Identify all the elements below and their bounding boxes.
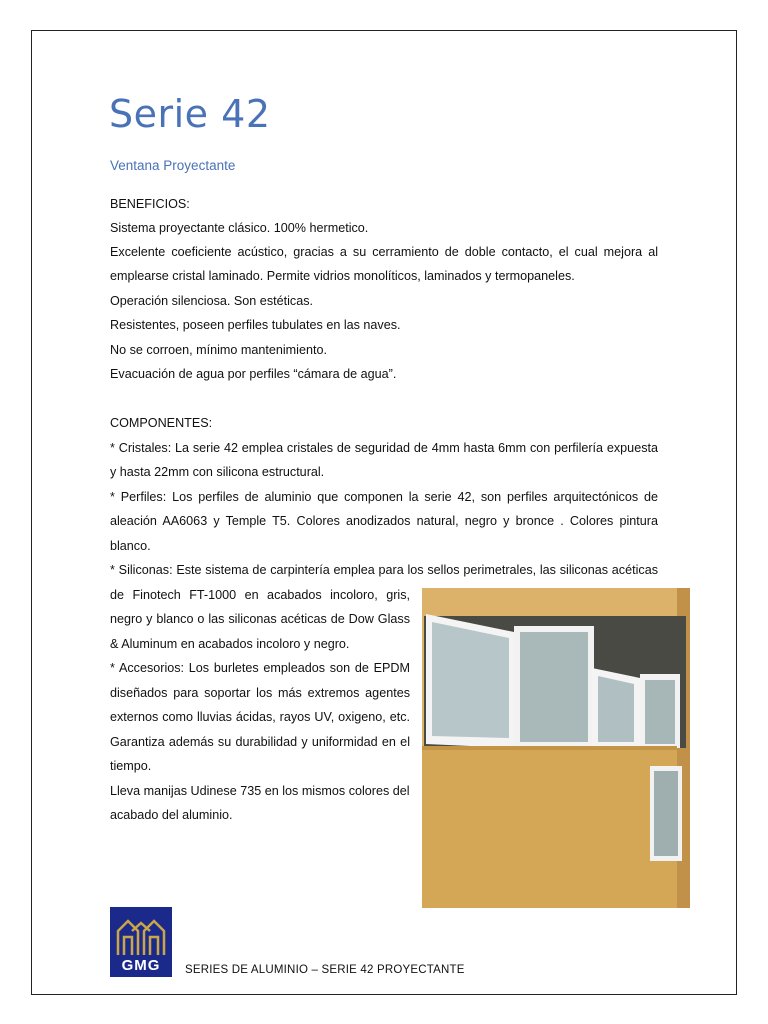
componente-line: * Cristales: La serie 42 emplea cristales de seguridad de 4mm hasta 6mm con perfilería expuesta (110, 441, 658, 455)
componente-line: Garantiza además su durabilidad y uniformidad en el (110, 735, 410, 749)
componente-line: * Accesorios: Los burletes empleados son de EPDM (110, 661, 410, 675)
window-photo (422, 588, 690, 908)
logo-text: GMG (121, 957, 161, 974)
beneficio-line: No se corroen, mínimo mantenimiento. (110, 343, 327, 357)
beneficio-line: Excelente coeficiente acústico, gracias a su cerramiento de doble contacto, el cual mejora al (110, 245, 658, 259)
window-photo-illustration (422, 588, 690, 908)
componente-line: y hasta 22mm con silicona estructural. (110, 465, 325, 479)
beneficio-line: Resistentes, poseen perfiles tubulates en las naves. (110, 318, 401, 332)
beneficio-line: Sistema proyectante clásico. 100% hermetico. (110, 221, 369, 235)
page-footer: SERIES DE ALUMINIO – SERIE 42 PROYECTANTE (185, 964, 465, 976)
componente-line: negro y blanco o las siliconas acéticas de Dow Glass (110, 612, 410, 626)
componente-line: Lleva manijas Udinese 735 en los mismos colores del (110, 784, 410, 798)
componente-line: externos como lluvias ácidas, rayos UV, oxigeno, etc. (110, 710, 410, 724)
componente-line: blanco. (110, 539, 151, 553)
componente-line: * Perfiles: Los perfiles de aluminio que componen la serie 42, son perfiles arquitectónicos de (110, 490, 658, 504)
page-subtitle: Ventana Proyectante (110, 158, 236, 173)
componente-line: diseñados para soportar los más extremos agentes (110, 686, 410, 700)
componente-line: * Siliconas: Este sistema de carpintería emplea para los sellos perimetrales, las siliconas acéticas (110, 563, 658, 577)
componentes-heading: COMPONENTES: (110, 416, 213, 430)
componente-line: aleación AA6063 y Temple T5. Colores anodizados natural, negro y bronce . Colores pintura (110, 514, 658, 528)
beneficio-line: emplearse cristal laminado. Permite vidrios monolíticos, laminados y termopaneles. (110, 269, 575, 283)
componente-line: tiempo. (110, 759, 152, 773)
beneficio-line: Operación silenciosa. Son estéticas. (110, 294, 314, 308)
gmg-logo (110, 907, 172, 977)
componente-line: de Finotech FT-1000 en acabados incoloro, gris, (110, 588, 410, 602)
beneficio-line: Evacuación de agua por perfiles “cámara de agua”. (110, 367, 397, 381)
beneficios-heading: BENEFICIOS: (110, 197, 190, 211)
componente-line: & Aluminum en acabados incoloro y negro. (110, 637, 350, 651)
componente-line: acabado del aluminio. (110, 808, 233, 822)
page-title: Serie 42 (109, 92, 271, 136)
